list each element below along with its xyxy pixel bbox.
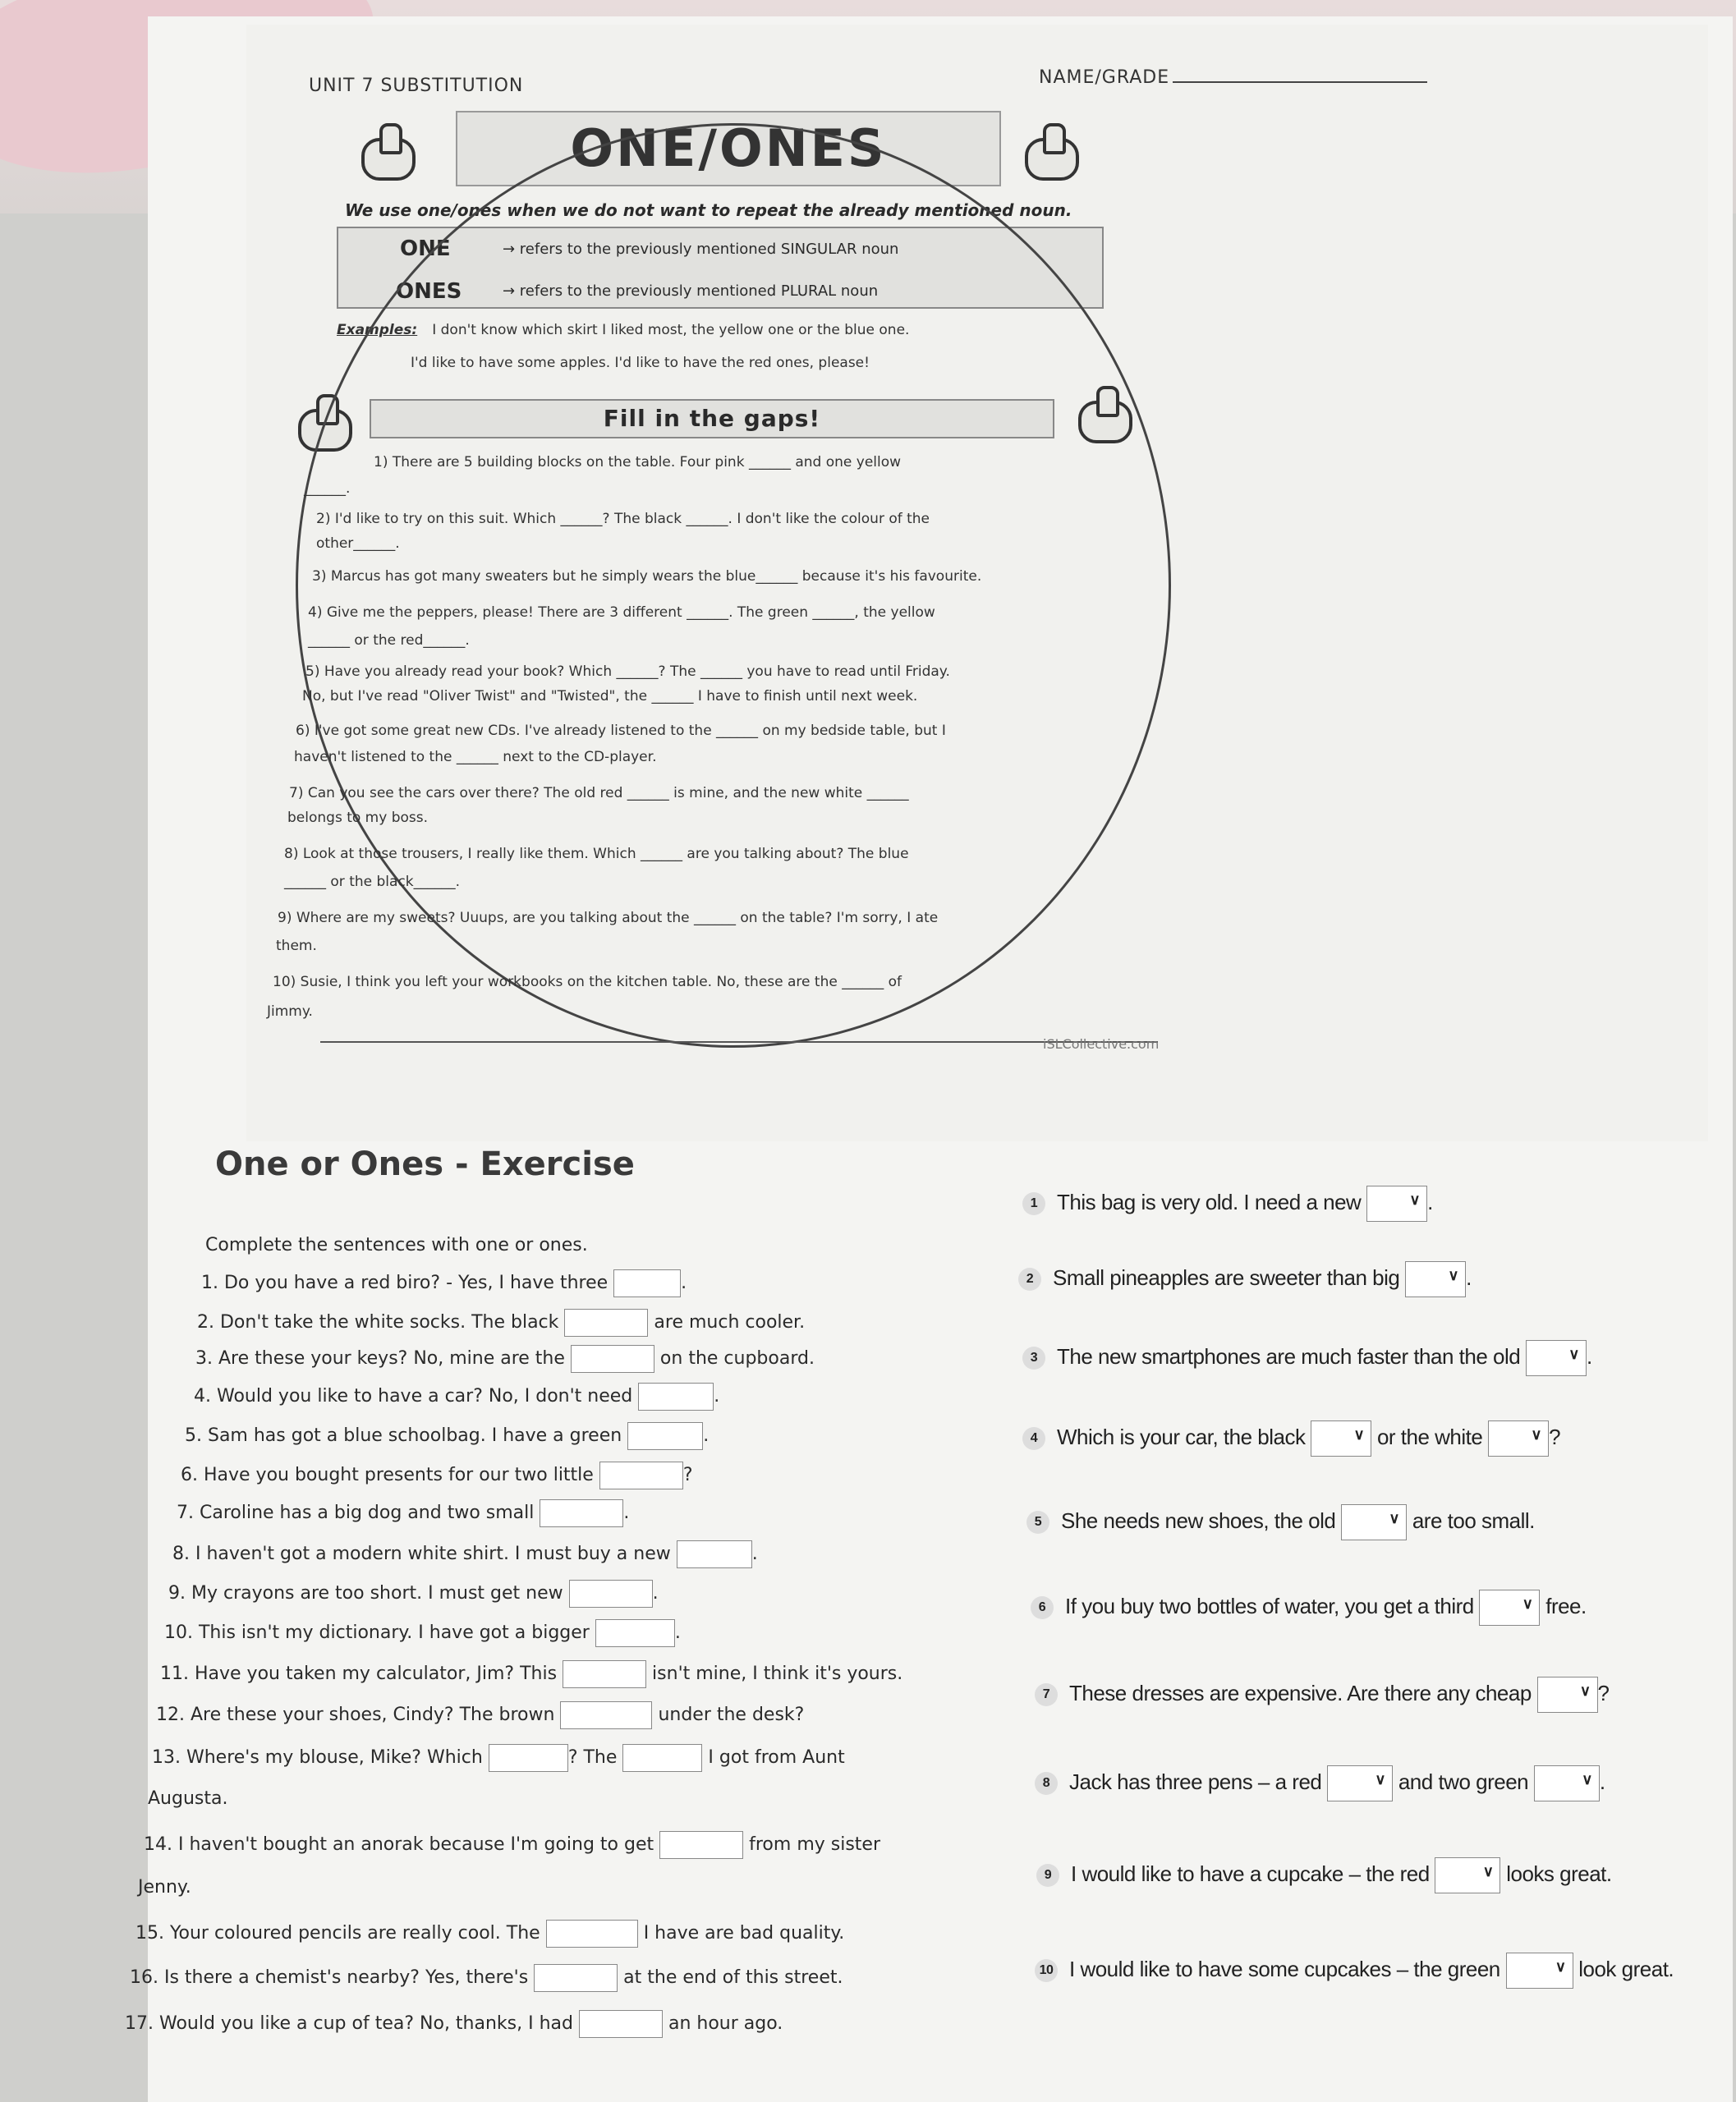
examples-line-1: Examples: I don't know which skirt I liked most, the yellow one or the blue one. xyxy=(337,322,910,338)
answer-input[interactable] xyxy=(560,1701,652,1729)
gap-line: 3) Marcus has got many sweaters but he simply wears the blue______ because it's his favourite. xyxy=(312,568,982,585)
exercise-item-16: 16. Is there a chemist's nearby? Yes, there's at the end of this street. xyxy=(130,1964,843,1992)
exercise-item-12: 12. Are these your shoes, Cindy? The brown under the desk? xyxy=(156,1701,804,1729)
exercise-title: One or Ones - Exercise xyxy=(215,1145,635,1183)
answer-input[interactable] xyxy=(622,1744,702,1772)
answer-input[interactable] xyxy=(677,1540,752,1568)
gap-line: other______. xyxy=(316,535,400,552)
answer-input[interactable] xyxy=(540,1499,623,1527)
exercise-item-9: 9. My crayons are too short. I must get new . xyxy=(168,1580,659,1608)
answer-input[interactable] xyxy=(638,1383,714,1411)
answer-dropdown[interactable] xyxy=(1534,1765,1600,1801)
exercise-item-10: 10. This isn't my dictionary. I have got a bigger . xyxy=(164,1619,681,1647)
exercise-item-1: 1. Do you have a red biro? - Yes, I have three . xyxy=(201,1269,687,1297)
exercise-item-14-cont: Jenny. xyxy=(138,1877,191,1898)
gap-line: belongs to my boss. xyxy=(287,810,429,826)
answer-dropdown[interactable] xyxy=(1526,1340,1587,1376)
answer-dropdown[interactable] xyxy=(1366,1186,1427,1222)
unit-label: UNIT 7 SUBSTITUTION xyxy=(309,76,524,96)
right-item-1: 1 This bag is very old. I need a new ∨ . xyxy=(1022,1186,1433,1222)
fill-title: Fill in the gaps! xyxy=(603,405,821,432)
gap-line: 5) Have you already read your book? Which ______? The ______ you have to read until Friday. xyxy=(305,663,950,680)
thumbs-up-icon xyxy=(1018,123,1084,181)
answer-dropdown[interactable] xyxy=(1435,1857,1500,1893)
answer-input[interactable] xyxy=(546,1920,638,1948)
exercise-item-17: 17. Would you like a cup of tea? No, thanks, I had an hour ago. xyxy=(125,2010,783,2038)
answer-dropdown[interactable] xyxy=(1341,1504,1407,1540)
gap-line: 10) Susie, I think you left your workbooks on the kitchen table. No, these are the ______ of xyxy=(273,974,902,990)
answer-dropdown[interactable] xyxy=(1537,1677,1598,1713)
thumbs-up-icon xyxy=(355,123,420,181)
answer-dropdown[interactable] xyxy=(1327,1765,1393,1801)
gap-line: 9) Where are my sweets? Uuups, are you talking about the ______ on the table? I'm sorry, I ate xyxy=(278,910,939,926)
answer-input[interactable] xyxy=(571,1345,654,1373)
watermark: iSLCollective.com xyxy=(1043,1036,1160,1052)
answer-input[interactable] xyxy=(627,1422,703,1450)
answer-input[interactable] xyxy=(659,1831,743,1859)
rule-key-one: ONE xyxy=(400,236,451,261)
exercise-item-8: 8. I haven't got a modern white shirt. I must buy a new . xyxy=(172,1540,758,1568)
intro-text: We use one/ones when we do not want to repeat the already mentioned noun. xyxy=(345,200,1072,220)
gap-line: ______ or the black______. xyxy=(284,874,461,890)
gap-line: No, but I've read "Oliver Twist" and "Twisted", the ______ I have to finish until next week. xyxy=(302,688,918,704)
answer-input[interactable] xyxy=(579,2010,663,2038)
right-item-8: 8 Jack has three pens – a red ∨ and two green ∨ . xyxy=(1035,1765,1605,1801)
exercise-item-13: 13. Where's my blouse, Mike? Which ? The I got from Aunt xyxy=(152,1744,845,1772)
gap-line: haven't listened to the ______ next to the CD-player. xyxy=(294,749,657,765)
answer-input[interactable] xyxy=(569,1580,653,1608)
answer-dropdown[interactable] xyxy=(1311,1420,1371,1457)
exercise-item-7: 7. Caroline has a big dog and two small . xyxy=(177,1499,629,1527)
right-item-7: 7 These dresses are expensive. Are there any cheap ∨ ? xyxy=(1035,1677,1610,1713)
answer-dropdown[interactable] xyxy=(1405,1261,1466,1297)
gap-line: 4) Give me the peppers, please! There are 3 different ______. The green ______, the yellow xyxy=(308,604,935,621)
exercise-item-6: 6. Have you bought presents for our two little ? xyxy=(181,1462,693,1489)
divider xyxy=(320,1041,1158,1043)
right-item-4: 4 Which is your car, the black ∨ or the white ∨ ? xyxy=(1022,1420,1560,1457)
exercise-item-14: 14. I haven't bought an anorak because I'm going to get from my sister xyxy=(144,1831,880,1859)
right-item-3: 3 The new smartphones are much faster than the old ∨ . xyxy=(1022,1340,1592,1376)
gap-line: 2) I'd like to try on this suit. Which ______? The black ______. I don't like the colour of the xyxy=(316,511,930,527)
rule-key-ones: ONES xyxy=(396,279,462,304)
worksheet-title: ONE/ONES xyxy=(570,118,887,178)
gap-line: them. xyxy=(276,938,317,954)
gap-line: 6) I've got some great new CDs. I've already listened to the ______ on my bedside table, but I xyxy=(296,723,946,739)
right-item-2: 2 Small pineapples are sweeter than big ∨ . xyxy=(1018,1261,1472,1297)
exercise-item-11: 11. Have you taken my calculator, Jim? This isn't mine, I think it's yours. xyxy=(160,1660,902,1688)
answer-dropdown[interactable] xyxy=(1506,1953,1573,1989)
rule-text-ones: → refers to the previously mentioned PLURAL noun xyxy=(503,282,879,300)
right-item-5: 5 She needs new shoes, the old ∨ are too small. xyxy=(1026,1504,1535,1540)
right-item-9: 9 I would like to have a cupcake – the red ∨ looks great. xyxy=(1036,1857,1612,1893)
answer-input[interactable] xyxy=(595,1619,675,1647)
gap-line: 1) There are 5 building blocks on the table. Four pink ______ and one yellow xyxy=(374,454,902,470)
rule-text-one: → refers to the previously mentioned SINGULAR noun xyxy=(503,241,899,258)
right-item-10: 10 I would like to have some cupcakes – the green ∨ look great. xyxy=(1035,1953,1674,1989)
right-item-6: 6 If you buy two bottles of water, you get a third ∨ free. xyxy=(1031,1590,1587,1626)
gap-line: 7) Can you see the cars over there? The old red ______ is mine, and the new white ______ xyxy=(289,785,909,801)
gap-line: 8) Look at those trousers, I really like them. Which ______ are you talking about? The blue xyxy=(284,846,909,862)
gap-line: ______ or the red______. xyxy=(308,632,470,649)
examples-line-2: I'd like to have some apples. I'd like to have the red ones, please! xyxy=(411,355,870,371)
gap-line: Jimmy. xyxy=(267,1003,313,1020)
answer-input[interactable] xyxy=(564,1309,648,1337)
answer-input[interactable] xyxy=(599,1462,683,1489)
exercise-item-15: 15. Your coloured pencils are really cool. The I have are bad quality. xyxy=(135,1920,844,1948)
exercise-item-2: 2. Don't take the white socks. The black are much cooler. xyxy=(197,1309,805,1337)
exercise-item-13-cont: Augusta. xyxy=(148,1788,228,1809)
answer-dropdown[interactable] xyxy=(1479,1590,1540,1626)
name-grade-label: NAME/GRADE xyxy=(1039,67,1427,88)
answer-input[interactable] xyxy=(489,1744,568,1772)
gap-line: ______. xyxy=(304,480,351,497)
answer-input[interactable] xyxy=(613,1269,681,1297)
exercise-item-3: 3. Are these your keys? No, mine are the on the cupboard. xyxy=(195,1345,815,1373)
answer-dropdown[interactable] xyxy=(1488,1420,1549,1457)
answer-input[interactable] xyxy=(534,1964,618,1992)
exercise-item-5: 5. Sam has got a blue schoolbag. I have a green . xyxy=(185,1422,709,1450)
exercise-instruction: Complete the sentences with one or ones. xyxy=(205,1235,588,1255)
exercise-item-4: 4. Would you like to have a car? No, I don't need . xyxy=(194,1383,719,1411)
answer-input[interactable] xyxy=(563,1660,646,1688)
